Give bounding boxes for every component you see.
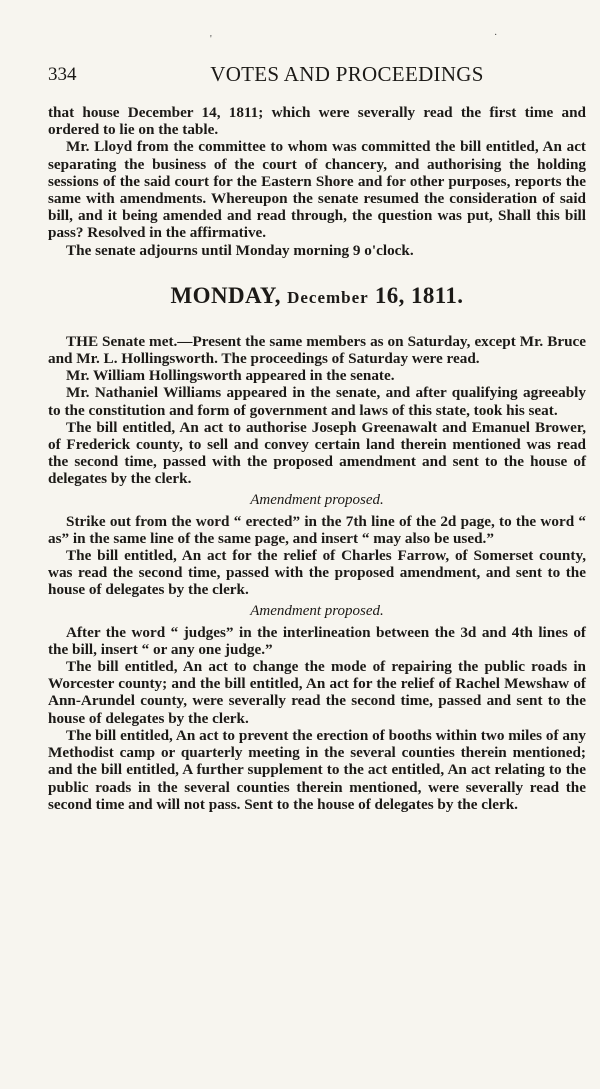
paragraph: The bill entitled, An act to authorise Joseph Greenawalt and Emanuel Brower, of Frederick county, to sell and convey certain land therein mentioned was read the second time, passed with the proposed amendment and sent to the house of delegates by the clerk. <box>48 418 586 488</box>
document-body <box>48 104 586 813</box>
amendment-heading: Amendment proposed. <box>250 491 384 508</box>
paragraph: The bill entitled, An act for the relief of Charles Farrow, of Somerset county, was read the second time, passed with the proposed amendment, and sent to the house of delegates by the clerk. <box>48 547 586 599</box>
amendment-text: After the word “ judges” in the interlineation between the 3d and 4th lines of the bill, insert “ or any one judge.” <box>48 623 586 658</box>
running-head <box>48 62 586 88</box>
amendment-text: Strike out from the word “ erected” in the 7th line of the 2d page, to the word “ as” in the same line of the same page, and insert “ may also be used.” <box>48 512 586 547</box>
paragraph: The senate adjourns until Monday morning 9 o'clock. <box>66 241 414 259</box>
paragraph: The bill entitled, An act to prevent the erection of booths within two miles of any Methodist camp or quarterly meeting in the several counties therein mentioned; and the bill entitled, A further supplement to the act entitled, An act relating to the public roads in the several counties therein mentioned, were severally read the second time and will not pass. Sent to the house of delegates by the clerk. <box>48 726 586 813</box>
amendment-heading: Amendment proposed. <box>250 602 384 619</box>
paragraph: The bill entitled, An act to change the mode of repairing the public roads in Worcester county; and the bill entitled, An act for the relief of Rachel Mewshaw of Ann-Arundel county, were severally read the second time, passed and sent to the house of delegates by the clerk. <box>48 658 586 727</box>
date-heading <box>48 283 586 309</box>
paragraph: THE Senate met.—Present the same members as on Saturday, except Mr. Bruce and Mr. L. Hollingsworth. The proceedings of Saturday were read. <box>48 332 586 368</box>
print-speck: ' <box>210 34 212 45</box>
running-head-title: VOTES AND PROCEEDINGS <box>210 62 484 86</box>
paragraph: Mr. William Hollingsworth appeared in the senate. <box>66 367 395 385</box>
page-number: 334 <box>48 64 77 85</box>
date-heading-month: December <box>287 287 369 307</box>
paragraph: Mr. Nathaniel Williams appeared in the senate, and after qualifying agreeably to the constitution and form of government and laws of this state, took his seat. <box>48 384 586 419</box>
date-heading-day: MONDAY, <box>170 282 281 308</box>
print-speck: · <box>494 30 498 41</box>
paragraph: that house December 14, 1811; which were severally read the first time and ordered to lie on the table. <box>48 104 586 139</box>
date-heading-rest: 16, 1811. <box>374 282 464 308</box>
paragraph: Mr. Lloyd from the committee to whom was committed the bill entitled, An act separating the business of the court of chancery, and authorising the holding sessions of the said court for the Eastern Shore and for other purposes, reports the same with amendments. Whereupon the senate resumed the consideration of said bill, and it being amended and read through, the question was put, Shall this bill pass? Resolved in the affirmative. <box>48 138 586 242</box>
